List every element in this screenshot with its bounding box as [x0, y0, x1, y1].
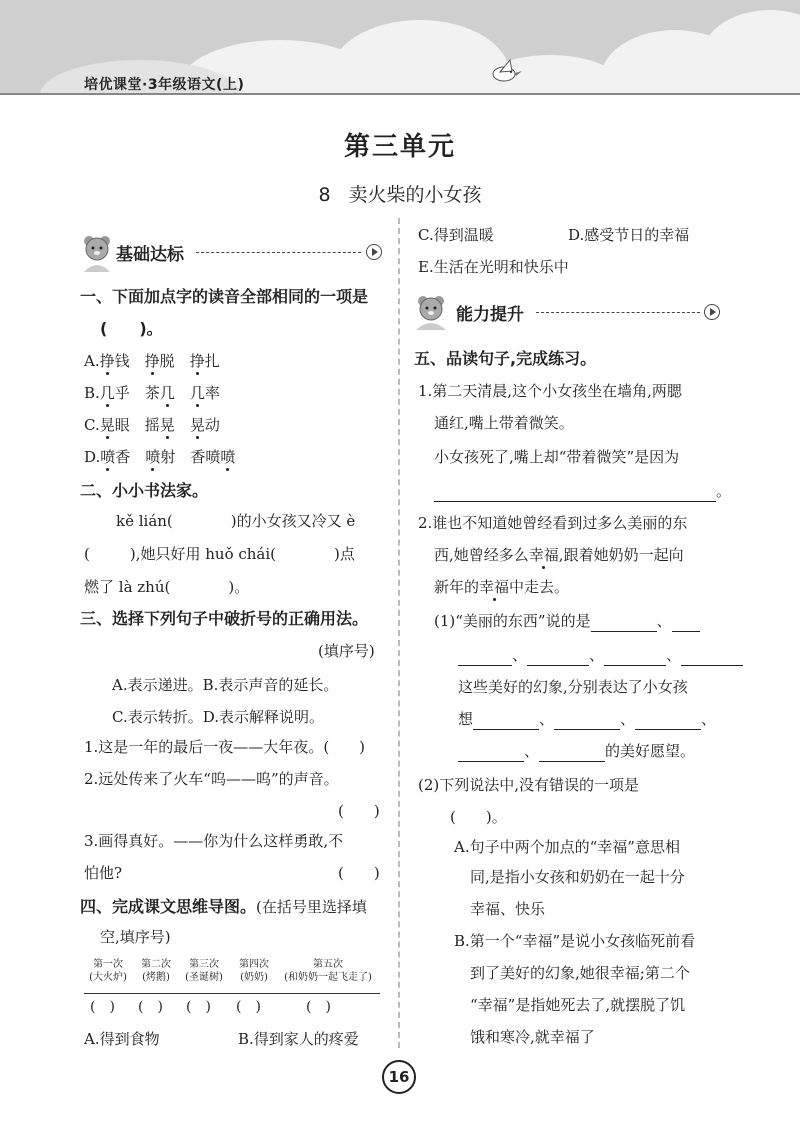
q4-title-line: [80, 896, 367, 918]
page-number: 16: [382, 1060, 416, 1094]
q5-s1-line5: [458, 740, 695, 762]
text: 中走去。: [509, 578, 570, 596]
q2-text-3: )点: [334, 545, 355, 563]
bear-mascot-icon: [80, 232, 114, 272]
q2-text-1: )的小女孩又冷又 è: [230, 512, 356, 530]
sep: 、: [589, 646, 605, 664]
answer-blank[interactable]: [554, 713, 620, 730]
timeline-paren-1: ( ): [90, 999, 115, 1015]
q3-options-2: C.表示转折。D.表示解释说明。: [112, 708, 324, 726]
step-item: (和奶奶一起飞走了): [284, 972, 372, 983]
arrow-circle-icon: [704, 304, 720, 320]
mind-map-timeline: [84, 956, 384, 1016]
q3-item-2-paren: ( ): [338, 802, 380, 820]
q5-s1-line1: [434, 610, 700, 632]
q5-s1-line2: [458, 644, 743, 666]
option-label: B.: [84, 384, 100, 402]
text: 想: [458, 710, 474, 728]
step-label: 第四次: [239, 959, 269, 970]
q2-line1: [116, 510, 355, 532]
answer-blank[interactable]: [539, 745, 605, 762]
section-label-advanced: 能力提升: [456, 305, 524, 325]
char: 眼: [114, 416, 130, 434]
answer-blank[interactable]: [681, 649, 743, 666]
char: 茶: [144, 384, 160, 402]
step-item: (烤鹅): [142, 972, 170, 983]
dotted-char: 晃: [99, 416, 115, 434]
dotted-word: 幸福: [479, 578, 510, 596]
dotted-char: 晃: [159, 416, 175, 434]
char: 动: [204, 416, 220, 434]
answer-blank[interactable]: [473, 713, 539, 730]
section-banner-advanced: [414, 292, 724, 332]
q2-paren-open: (: [84, 545, 90, 563]
dotted-char: 几: [99, 384, 115, 402]
answer-blank[interactable]: [434, 485, 716, 502]
page-header: [0, 0, 800, 93]
step-label: 第一次: [93, 959, 123, 970]
lesson-name: 卖火柴的小女孩: [348, 184, 482, 206]
q5-s2-title: (2)下列说法中,没有错误的一项是: [418, 776, 640, 794]
q3-item-3-cont: 怕他?: [84, 864, 123, 882]
timeline-line: [84, 993, 380, 994]
sep: 、: [539, 710, 555, 728]
q5-s2-a3: 幸福、快乐: [470, 900, 546, 918]
char: 摇: [144, 416, 160, 434]
timeline-paren-2: ( ): [138, 999, 163, 1015]
q5-s2-a1: A.句子中两个加点的“幸福”意思相: [454, 838, 680, 856]
q1-option-c: [84, 414, 220, 436]
char: 扎: [204, 352, 220, 370]
timeline-paren-5: ( ): [306, 999, 331, 1015]
lesson-title: [0, 180, 800, 207]
q2-text-4: 燃了 là zhú(: [84, 578, 171, 596]
unit-title: 第三单元: [343, 132, 456, 162]
q5-s1-line3: 这些美好的幻象,分别表达了小女孩: [458, 678, 688, 696]
q5-s2-b3: “幸福”是指她死去了,就摆脱了饥: [470, 996, 686, 1014]
q2-text-5: )。: [228, 578, 250, 596]
q1-option-d: [84, 446, 235, 468]
answer-blank[interactable]: [635, 713, 701, 730]
q1-option-a: [84, 350, 220, 372]
dotted-char: 喷: [100, 448, 116, 466]
step-label: 第三次: [189, 959, 219, 970]
q2-line3: [84, 576, 249, 598]
q5-p1-question: 小女孩死了,嘴上却“带着微笑”是因为: [434, 448, 680, 466]
sep: 、: [512, 646, 528, 664]
option-label: A.: [84, 352, 100, 370]
q2-line2: [84, 543, 355, 565]
q3-title: 三、选择下列句子中破折号的正确用法。: [80, 609, 369, 628]
period: 。: [716, 482, 732, 500]
q1-title: 一、下面加点字的读音全部相同的一项是: [80, 287, 369, 306]
q5-p1-line1: 1.第二天清晨,这个小女孩坐在墙角,两腮: [418, 382, 682, 400]
char: 脱: [159, 352, 175, 370]
sep: 、: [666, 646, 682, 664]
arrow-circle-icon: [366, 244, 382, 260]
sep: 、: [701, 710, 717, 728]
dotted-char: 喷: [145, 448, 161, 466]
dotted-char: 挣: [144, 352, 160, 370]
char: 钱: [114, 352, 130, 370]
q4-option-d: D.感受节日的幸福: [568, 226, 690, 244]
q5-s2-b2: 到了美好的幻象,她很幸福;第二个: [470, 964, 690, 982]
step-label: 第二次: [141, 959, 171, 970]
char: 乎: [114, 384, 130, 402]
q5-p1-line2: 通红,嘴上带着微笑。: [434, 414, 574, 432]
q4-title-cont: 空,填序号): [100, 928, 171, 946]
q3-item-2: 2.远处传来了火车“呜——呜”的声音。: [84, 770, 339, 788]
q5-p2-line1: 2.谁也不知道她曾经看到过多么美丽的东: [418, 514, 688, 532]
char: 香喷: [190, 448, 221, 466]
q1-paren: ( )。: [100, 319, 163, 338]
step-item: (圣诞树): [185, 972, 223, 983]
q1-option-b: [84, 382, 220, 404]
bear-mascot-icon: [414, 292, 448, 332]
answer-blank[interactable]: [527, 649, 589, 666]
q3-item-3: 3.画得真好。——你为什么这样勇敢,不: [84, 832, 344, 850]
answer-blank[interactable]: [672, 615, 700, 632]
option-label: C.: [84, 416, 100, 434]
q5-s2-a2: 同,是指小女孩和奶奶在一起十分: [470, 868, 685, 886]
q5-s2-paren: ( )。: [450, 808, 507, 826]
q4-title: 四、完成课文思维导图。: [80, 897, 257, 916]
q3-item-3-paren: ( ): [338, 864, 380, 882]
q3-note: (填序号): [318, 642, 375, 660]
q4-option-b: B.得到家人的疼爱: [238, 1030, 359, 1048]
sep: 、: [656, 612, 672, 630]
text: 西,她曾经多么: [434, 546, 529, 564]
q4-option-a: A.得到食物: [84, 1030, 160, 1048]
step-item: (大火炉): [89, 972, 127, 983]
answer-blank[interactable]: [458, 649, 512, 666]
section-banner-basic: [80, 232, 385, 272]
dotted-char: 几: [189, 384, 205, 402]
char: 率: [204, 384, 220, 402]
section-label-basic: 基础达标: [116, 245, 184, 265]
dotted-char: 挣: [99, 352, 115, 370]
char: 射: [160, 448, 176, 466]
char: 香: [115, 448, 131, 466]
timeline-step-1: [84, 958, 132, 984]
dotted-char: 晃: [189, 416, 205, 434]
q2-pinyin-1: kě lián(: [116, 512, 173, 530]
q5-p2-line2: [434, 544, 684, 566]
text: ,跟着她奶奶一起向: [558, 546, 684, 564]
answer-blank[interactable]: [591, 615, 657, 632]
step-item: (奶奶): [240, 972, 268, 983]
banner-dash: [196, 252, 361, 253]
timeline-paren-4: ( ): [236, 999, 261, 1015]
answer-blank[interactable]: [458, 745, 524, 762]
timeline-step-4: [230, 958, 278, 984]
q2-title: 二、小小书法家。: [80, 481, 209, 500]
book-title: 培优课堂·3年级语文(上): [84, 77, 245, 93]
timeline-paren-3: ( ): [186, 999, 211, 1015]
q5-s1-line4: [458, 708, 716, 730]
q3-item-1: 1.这是一年的最后一夜——大年夜。( ): [84, 738, 366, 756]
timeline-step-2: [132, 958, 180, 984]
sep: 、: [620, 710, 636, 728]
dotted-char: 挣: [189, 352, 205, 370]
q5-p2-line3: [434, 576, 569, 598]
q4-title-note: (在括号里选择填: [256, 898, 367, 916]
q2-text-2: ),她只好用 huǒ chái(: [129, 545, 277, 563]
timeline-step-3: [180, 958, 228, 984]
dotted-char: 几: [159, 384, 175, 402]
answer-blank[interactable]: [604, 649, 666, 666]
sep: 、: [524, 742, 540, 760]
dotted-char: 喷: [220, 448, 236, 466]
q5-p1-answer: [434, 480, 731, 502]
header-divider: [0, 93, 800, 95]
column-divider: [398, 218, 400, 1048]
banner-dash: [536, 312, 700, 313]
lesson-number: 8: [318, 184, 331, 206]
q5-s2-b4: 饿和寒冷,就幸福了: [470, 1028, 595, 1046]
q4-option-c: C.得到温暖: [418, 226, 494, 244]
q5-s2-b1: B.第一个“幸福”是说小女孩临死前看: [454, 932, 696, 950]
text: (1)“美丽的东西”说的是: [434, 612, 591, 630]
step-label: 第五次: [313, 959, 343, 970]
text: 新年的: [434, 578, 480, 596]
text: 的美好愿望。: [605, 742, 696, 760]
q4-option-e: E.生活在光明和快乐中: [418, 258, 569, 276]
q3-options-1: A.表示递进。B.表示声音的延长。: [112, 676, 339, 694]
q5-title: 五、品读句子,完成练习。: [414, 349, 597, 368]
bird-icon: [486, 58, 526, 84]
timeline-step-5: [278, 958, 378, 984]
dotted-word: 幸福: [528, 546, 559, 564]
option-label: D.: [84, 448, 101, 466]
